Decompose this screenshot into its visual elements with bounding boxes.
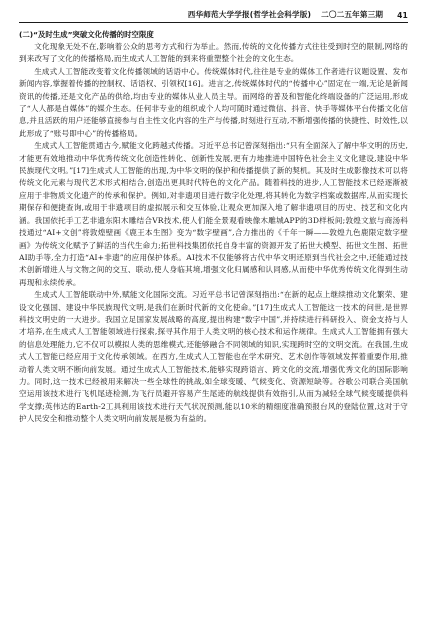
page-number: 41	[397, 11, 408, 20]
paragraph-2: 生成式人工智能改变着文化传播领域的话语中心。传统媒体时代,往往是专业的媒体工作者进行议题设置、发布新闻内容,掌握着传播的控制权、话语权、引领权[16]。进言之,传统媒体时代的“传播中心”固定在一端,无论是新闻资讯的传播,还是文化产品的供给,均由专业的媒体从业人员主导。而网络的普及和智能化终端设备的广泛运用,形成了“人人都是自媒体”的媒介生态。任何非专业的组织或个人均可随时通过微信、抖音、快手等媒体平台传播文化信息,并且活跃的用户还能够直接参与自主性文化内容的生产与传播,时刻进行互动,不断增强传播的快捷性、时效性,以此形成了“账号即中心”的传播格局。	[19, 66, 408, 138]
issue-label: 二〇二五年第三期	[321, 10, 384, 19]
journal-title: 西华师范大学学报(哲学社会科学版)	[187, 10, 312, 19]
paragraph-1: 文化现象无处不在,影响着公众的思考方式和行为举止。然而,传统的文化传播方式往往受到时空的限制,网络的到来改写了文化的传播格局,而生成式人工智能的到来将重塑整个社会的文化生态。	[19, 42, 408, 64]
running-header	[19, 0, 408, 23]
paragraph-3: 生成式人工智能贯通古今,赋能文化跨越式传播。习近平总书记曾深刻指出:“只有全面深入了解中华文明的历史,才能更有效地推动中华优秀传统文化创造性转化、创新性发展,更有力地推进中国特色社会主义文化建设,建设中华民族现代文明。”[17]生成式人工智能的出现,为中华文明的保护和传播提供了新的契机。其及时生成影像技术可以将传统文化元素与现代艺术形式相结合,创造出更具时代特色的文化产品。随着科技的进步,人工智能技术已经逐渐被应用于非物质文化遗产的传承和保护。例如,对非遗项目进行数字化处理,将其转化为数字档案或数据库,从而实现长期保存和便捷查询,或用于非遗项目的虚拟展示和交互体验,让观众更加深入地了解非遗项目的历史、技艺和文化内涵。我国依托手工艺非遗东阳木雕结合VR技术,使人们能全景观看映像木雕城APP的3D样板间;敦煌文旅与商汤科技通过“AI+文创”将敦煌壁画《鹿王本生图》变为“数字壁画”,合力推出的《千年一瞬——敦煌九色鹿限定数字壁画》为传统文化赋予了鲜活的当代生命力;拓世科技集团依托自身丰富的资源开发了拓世大模型、拓世文生图、拓世AI助手等,全力打造“AI+非遗”的应用保护体系。AI技术不仅能够将古代中华文明还原到当代社会之中,还能通过技术创新增进人与文物之间的交互、联动,使人身临其境,增强文化归属感和认同感,从而使中华优秀传统文化得到生动再现和永续传承。	[19, 141, 408, 287]
paragraph-4: 生成式人工智能联动中外,赋能文化国际交流。习近平总书记曾深刻指出:“在新的起点上继续推动文化繁荣、建设文化强国、建设中华民族现代文明,是我们在新时代新的文化使命。”[17]生成式人工智能这一技术的问世,是世界科技文明史的一大进步。我国立足国家发展战略的高度,提出构建“数字中国”,并持续进行科研投入、资金支持与人才培养,在生成式人工智能领域进行探索,探寻其作用于人类文明的核心技术和运作规律。生成式人工智能拥有强大的信息处理能力,它不仅可以模拟人类的思维模式,还能够融合不同领域的知识,实现跨时空的文明交流。在我国,生成式人工智能已经应用于文化传承领域。在西方,生成式人工智能也在学术研究、艺术创作等领域发挥着重要作用,推动着人类文明不断向前发展。通过生成式人工智能技术,能够实现跨语言、跨文化的交流,增强优秀文化的国际影响力。同时,这一技术已经被用来解决一些全球性的挑战,如全球变暖、气候变化、资源短缺等。谷歌公司联合美国航空运用该技术进行飞机尾迹检测,为飞行员避开容易产生尾迹的航线提供有效指引,从而为减轻全球气候变暖提供科学支撑;英伟达的Earth-2工具利用该技术进行天气状况预测,能以10米的精细度准确预报台风的登陆位置,这对于守护人民安全和推动整个人类文明向前发展是极为有益的。	[19, 290, 408, 424]
section-heading: (二)“及时生成”突破文化传播的时空限度	[19, 30, 154, 39]
article-body	[19, 23, 408, 426]
